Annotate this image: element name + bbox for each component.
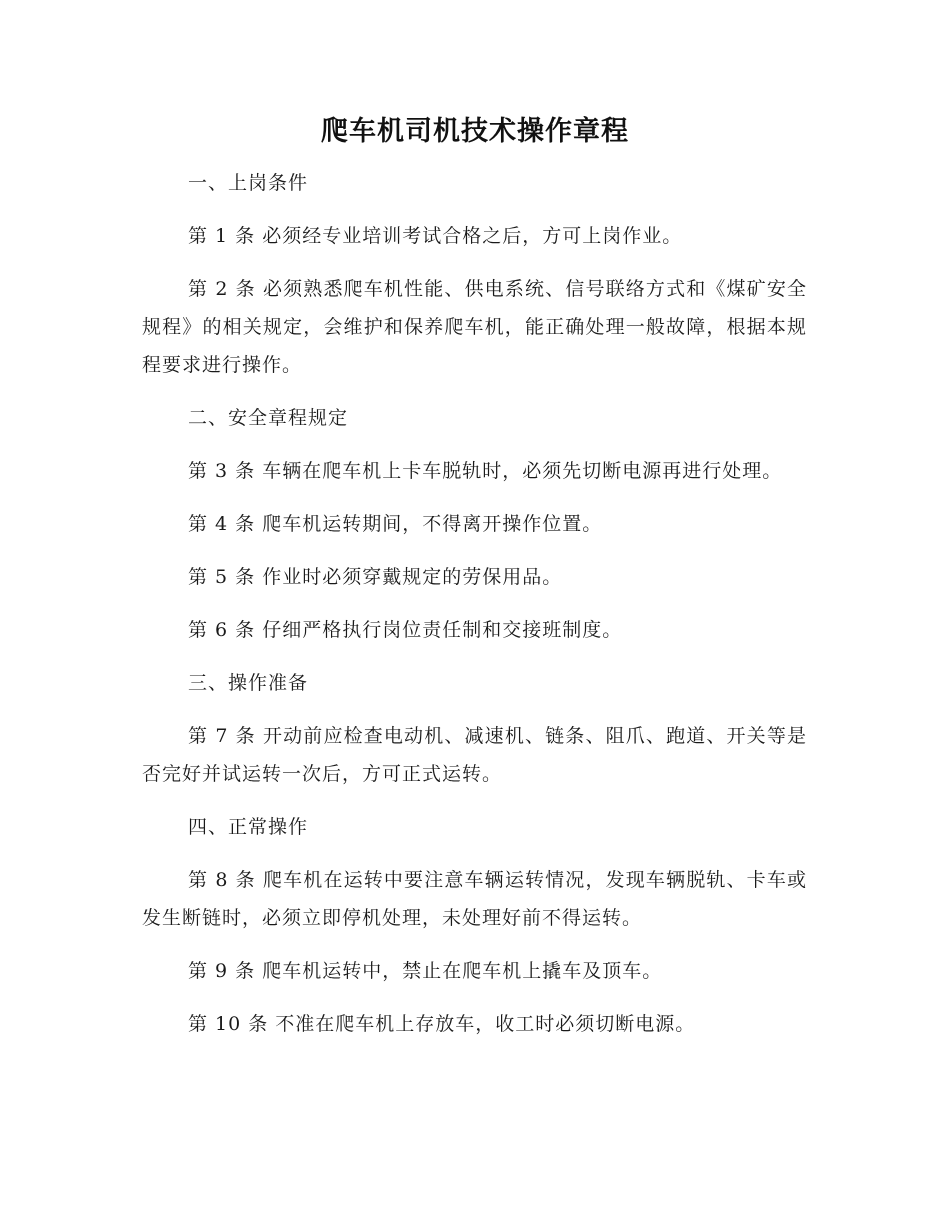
article-2: 第 2 条 必须熟悉爬车机性能、供电系统、信号联络方式和《煤矿安全规程》的相关规定，会维护和保养爬车机，能正确处理一般故障，根据本规程要求进行操作。 — [142, 278, 807, 376]
article-8: 第 8 条 爬车机在运转中要注意车辆运转情况，发现车辆脱轨、卡车或发生断链时，必须立即停机处理，未处理好前不得运转。 — [142, 869, 807, 929]
section-heading: 二、安全章程规定 — [188, 407, 349, 429]
article-6: 第 6 条 仔细严格执行岗位责任制和交接班制度。 — [188, 619, 623, 641]
document-title: 爬车机司机技术操作章程 — [321, 116, 629, 147]
article-10: 第 10 条 不准在爬车机上存放车，收工时必须切断电源。 — [188, 1013, 696, 1035]
article-7: 第 7 条 开动前应检查电动机、减速机、链条、阻爪、跑道、开关等是否完好并试运转一次后，方可正式运转。 — [142, 725, 807, 785]
section-heading: 四、正常操作 — [188, 816, 309, 838]
section-heading: 三、操作准备 — [188, 672, 309, 694]
article-5: 第 5 条 作业时必须穿戴规定的劳保用品。 — [188, 566, 563, 588]
article-1: 第 1 条 必须经专业培训考试合格之后，方可上岗作业。 — [188, 225, 683, 247]
article-3: 第 3 条 车辆在爬车机上卡车脱轨时，必须先切断电源再进行处理。 — [188, 460, 783, 482]
document-body — [142, 164, 807, 1043]
section-heading: 一、上岗条件 — [188, 172, 309, 194]
article-4: 第 4 条 爬车机运转期间，不得离开操作位置。 — [188, 513, 603, 535]
article-9: 第 9 条 爬车机运转中，禁止在爬车机上撬车及顶车。 — [188, 960, 663, 982]
